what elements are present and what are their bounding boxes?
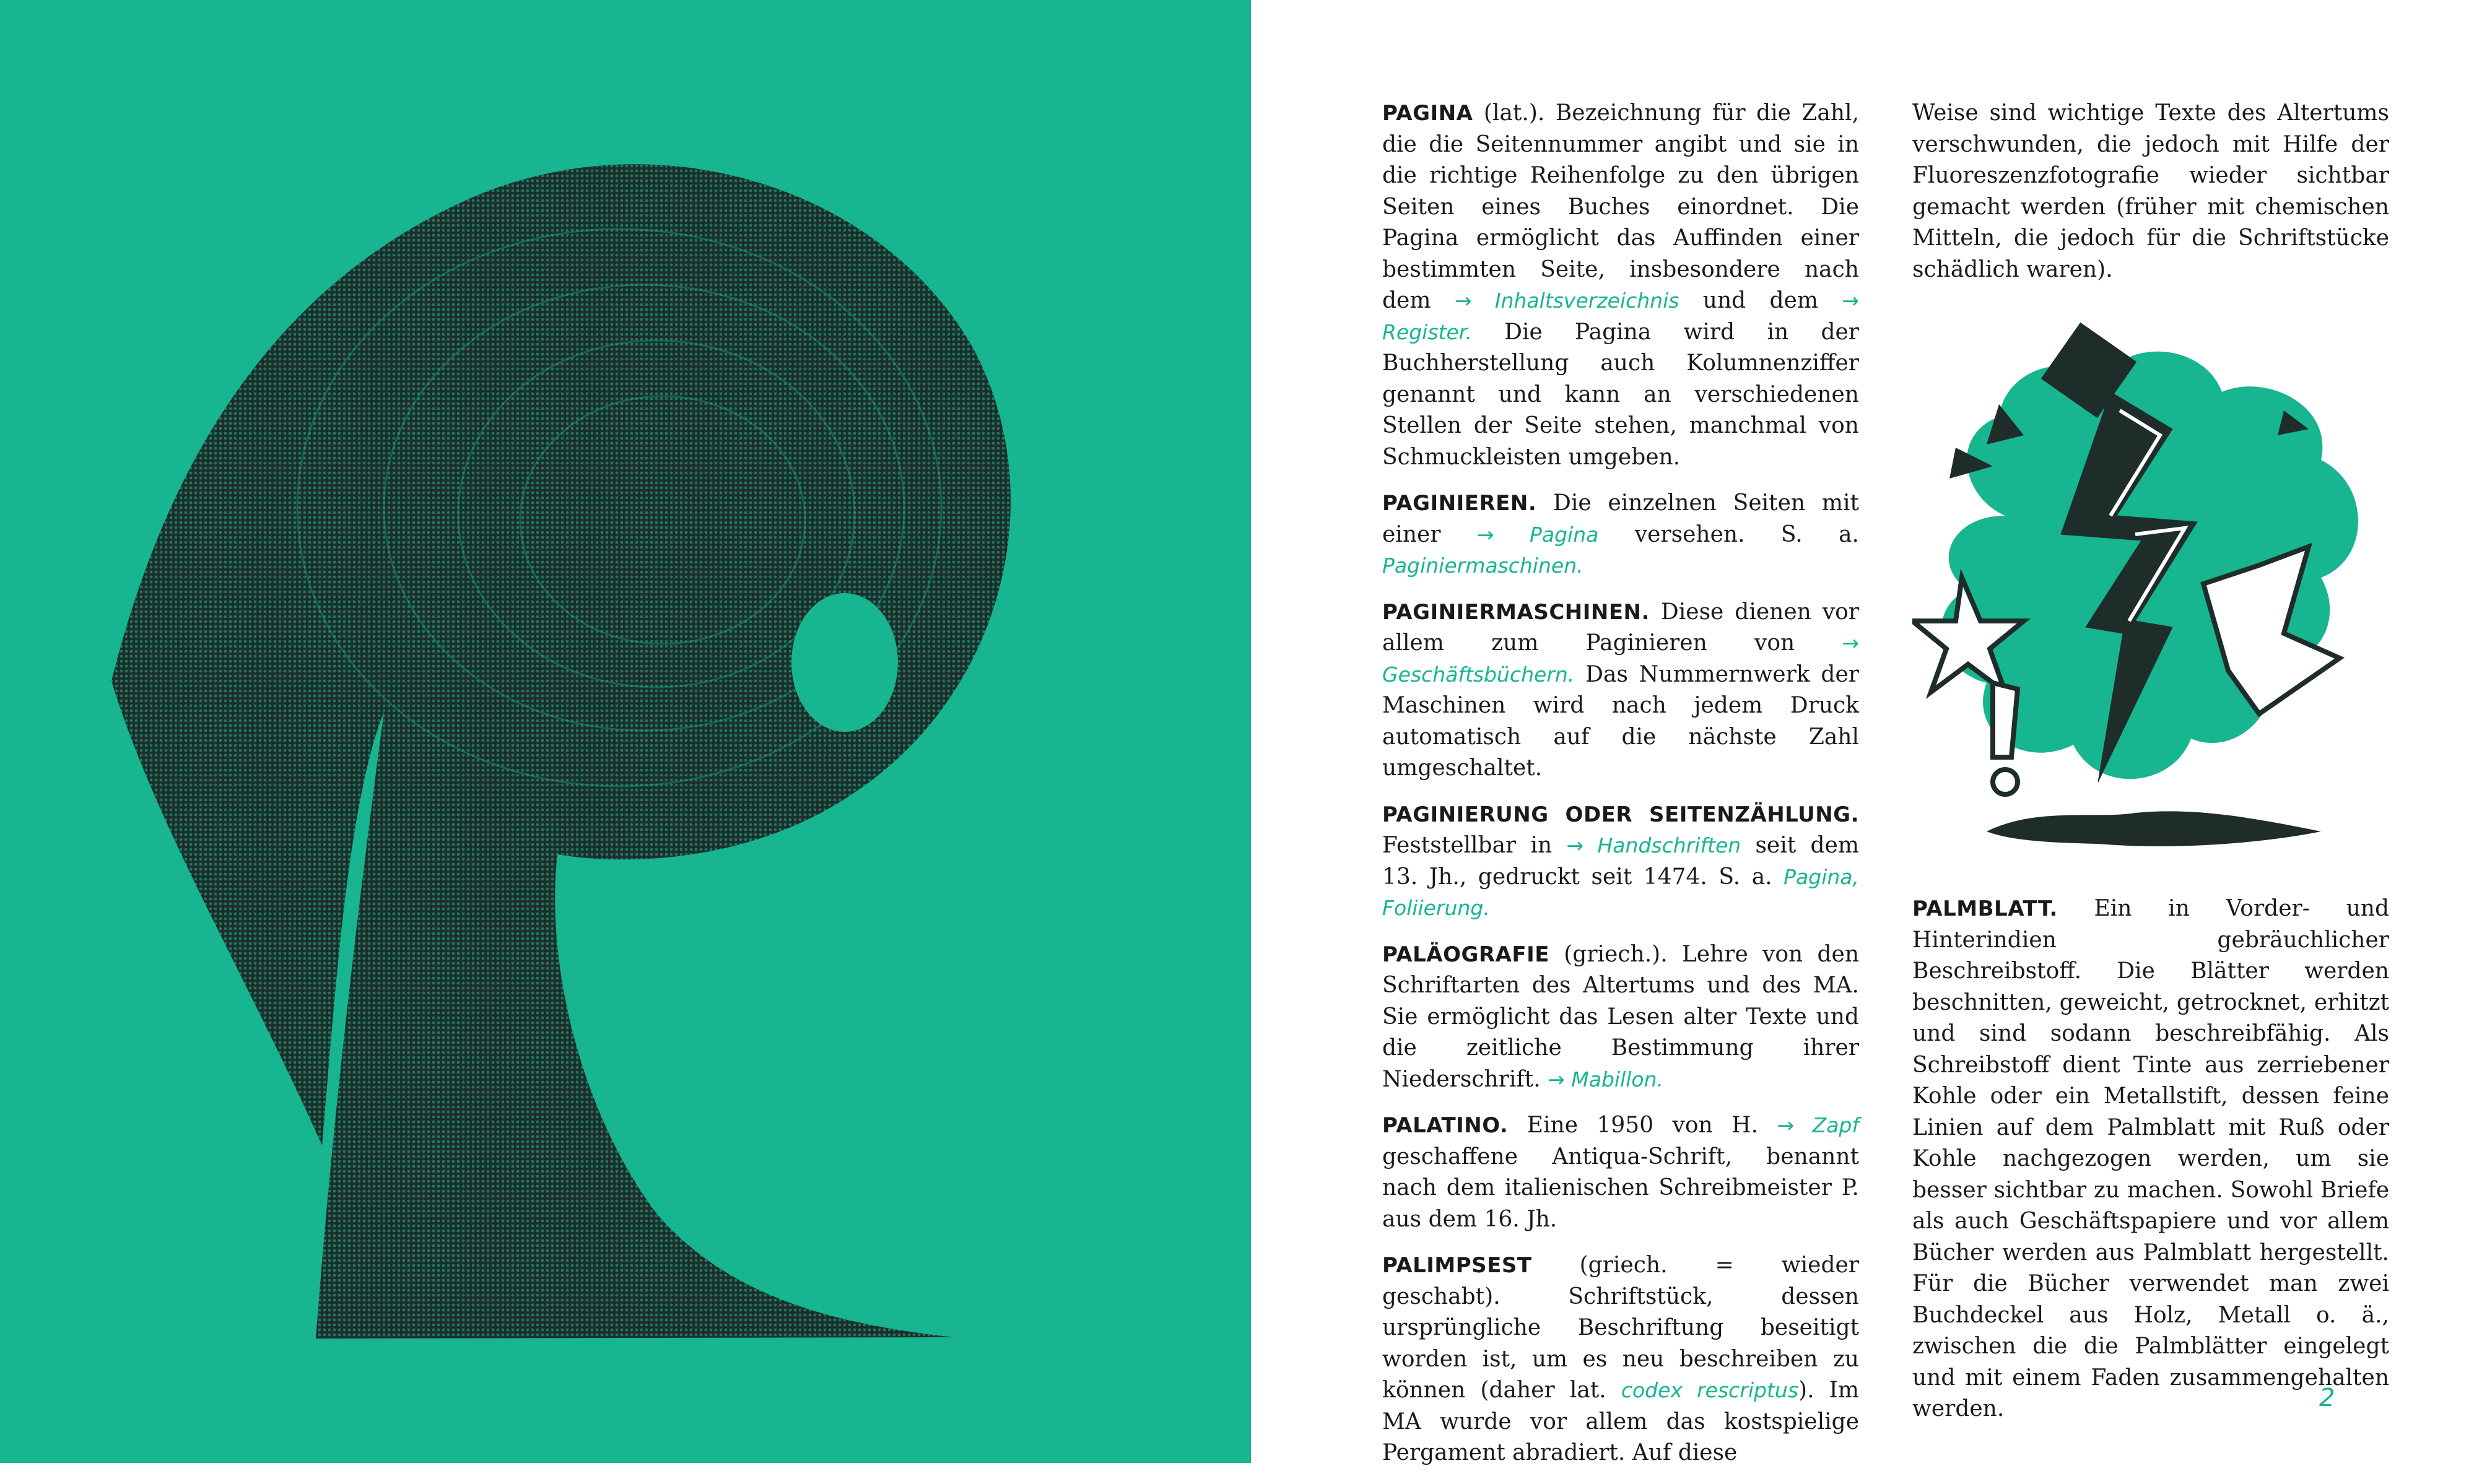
- cross-reference-link[interactable]: → Register.: [1382, 289, 1859, 344]
- cross-reference-link[interactable]: → Zapf: [1777, 1113, 1859, 1137]
- cross-reference-link[interactable]: → Handschriften: [1566, 833, 1741, 857]
- dictionary-entry: PALMBLATT. Ein in Vorder- und Hinterindien gebräuchlicher Beschreibstoff. Die Blätter werden beschnitten, geweicht, getrocknet, erhitzt und sind sodann beschreibfähig. Als Schreibstoff dient Tinte aus zerriebener Kohle oder ein Metallstift, dessen feine Linien auf dem Palmblatt mit Ruß oder Kohle nachgezogen werden, um sie besser sichtbar zu machen. Sowohl Briefe als auch Geschäftspapiere und vor allem Bücher werden aus Palmblatt hergestellt. Für die Bücher verwendet man zwei Buchdeckel aus Holz, Metall o. ä., zwischen die die Palmblätter eingelegt und mit einem Faden zusammengehalten werden.: [1912, 896, 2389, 1421]
- entry-term: PALATINO.: [1382, 1113, 1509, 1138]
- p-counter-hole: [791, 593, 898, 732]
- cross-reference-link[interactable]: codex rescriptus: [1621, 1378, 1799, 1402]
- text-column-left: [1382, 98, 1859, 1484]
- giant-letter-p-illustration: [0, 0, 1251, 1463]
- dictionary-entry: PAGINIERUNG ODER SEITENZÄHLUNG. Feststellbar in → Handschriften seit dem 13. Jh., gedruckt seit 1474. S. a. Pagina, Foliierung.: [1382, 802, 1859, 920]
- dictionary-entry: PALIMPSEST (griech. = wieder geschabt). Schriftstück, dessen ursprüngliche Beschriftung beseitigt worden ist, um es neu beschreiben zu können (daher lat. codex rescriptus). Im MA wurde vor allem das kostspielige Pergament abradiert. Auf diese: [1382, 1252, 1860, 1465]
- text-column-right: [1912, 98, 2389, 1440]
- entry-term: PAGINA: [1382, 101, 1473, 126]
- p-letter-shape: [111, 164, 1011, 1339]
- continued-paragraph: Weise sind wichtige Texte des Altertums verschwunden, die jedoch mit Hilfe der Fluoreszenzfotografie wieder sichtbar gemacht werden (früher mit chemischen Mitteln, die jedoch für die Schriftstücke schädlich waren).: [1912, 100, 2389, 282]
- page-number: 2: [2319, 1384, 2335, 1412]
- left-page-illustration-panel: [0, 0, 1251, 1463]
- dictionary-entry: PAGINIEREN. Die einzelnen Seiten mit einer → Pagina versehen. S. a. Paginiermaschinen.: [1382, 490, 1860, 578]
- entry-term: PAGINIERUNG ODER SEITENZÄHLUNG.: [1382, 802, 1859, 827]
- cross-reference-link[interactable]: → Inhaltsverzeichnis: [1454, 289, 1679, 313]
- dictionary-entry: PAGINIERMASCHINEN. Diese dienen vor allem zum Paginieren von → Geschäftsbüchern. Das Nummernwerk der Maschinen wird nach jedem Druck automatisch auf die nächste Zahl umgeschaltet.: [1382, 599, 1859, 781]
- entry-term: PAGINIEREN.: [1382, 491, 1537, 516]
- entry-term: PALIMPSEST: [1382, 1253, 1532, 1278]
- cross-reference-link[interactable]: → Mabillon.: [1548, 1067, 1663, 1091]
- dictionary-entry: PAGINA (lat.). Bezeichnung für die Zahl, die die Seitennummer angibt und sie in die richtige Reihenfolge zu den übrigen Seiten eines Buches einordnet. Die Pagina ermöglicht das Auffinden einer bestimmten Seite, insbesondere nach dem → Inhaltsverzeichnis und dem → Register. Die Pagina wird in der Buchherstellung auch Kolumnenziffer genannt und kann an verschiedenen Stellen der Seite stehen, manchmal von Schmuckleisten umgeben.: [1382, 100, 1859, 470]
- cross-reference-link[interactable]: → Geschäftsbüchern.: [1382, 631, 1859, 687]
- dictionary-entry: PALÄOGRAFIE (griech.). Lehre von den Schriftarten des Altertums und des MA. Sie ermöglicht das Lesen alter Texte und die zeitliche Bestimmung ihrer Niederschrift. → Mabillon.: [1382, 941, 1859, 1092]
- pencil-lightning-explosion-illustration: [1912, 311, 2389, 869]
- cross-reference-link[interactable]: → Pagina: [1476, 522, 1599, 547]
- entry-term: PALMBLATT.: [1912, 896, 2058, 921]
- entry-term: PALÄOGRAFIE: [1382, 942, 1549, 967]
- cross-reference-link[interactable]: Pagina, Foliierung.: [1382, 864, 1859, 920]
- dictionary-entry: PALATINO. Eine 1950 von H. → Zapf geschaffene Antiqua-Schrift, benannt nach dem italienischen Schreibmeister P. aus dem 16. Jh.: [1382, 1113, 1859, 1232]
- cross-reference-link[interactable]: Paginiermaschinen.: [1382, 553, 1583, 578]
- entry-term: PAGINIERMASCHINEN.: [1382, 599, 1650, 625]
